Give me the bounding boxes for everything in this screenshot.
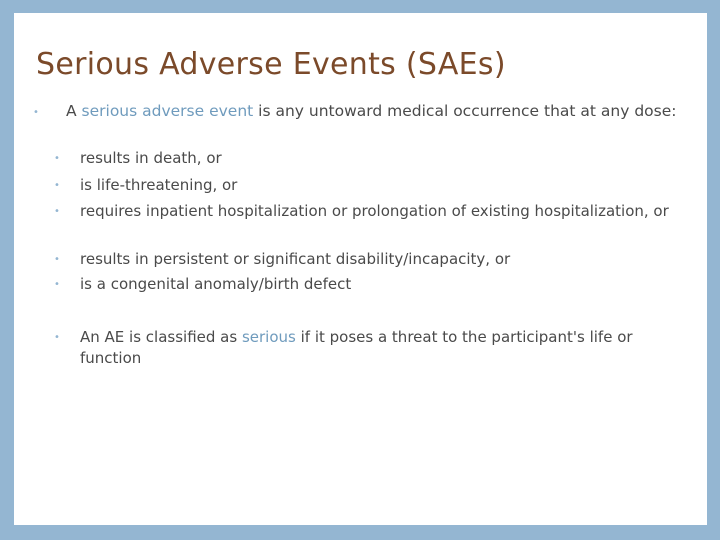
definition-suffix: is any untoward medical occurrence that at any dose: [253,102,677,120]
criteria-item [54,148,690,169]
bullet-icon: • [54,279,60,290]
criteria-text: is life-threatening, or [80,176,238,194]
criteria-text: is a congenital anomaly/birth defect [80,275,352,293]
criteria-item [54,175,690,196]
bullet-icon: • [54,180,60,191]
slide-title: Serious Adverse Events (SAEs) [36,47,506,82]
criteria-text: results in death, or [80,149,222,167]
bullet-icon: • [54,206,60,217]
bullet-icon: • [54,254,60,265]
definition-prefix: A [66,102,82,120]
bullet-icon: • [33,107,39,118]
classification-suffix: if it poses a threat to the participant's life or function [80,328,633,367]
criteria-text: results in persistent or significant disability/incapacity, or [80,250,511,268]
slide [14,13,707,525]
definition-bullet [33,101,696,122]
classification-highlight: serious [241,328,296,346]
bullet-icon: • [54,153,60,164]
classification-prefix: An AE is classified as [80,328,242,346]
bullet-icon: • [54,332,60,343]
criteria-item [54,274,690,295]
classification-bullet [54,327,690,369]
criteria-item [54,201,690,222]
definition-highlight: serious adverse event [81,102,254,120]
criteria-text: requires inpatient hospitalization or prolongation of existing hospitalization, or [80,202,669,220]
criteria-item [54,249,690,270]
